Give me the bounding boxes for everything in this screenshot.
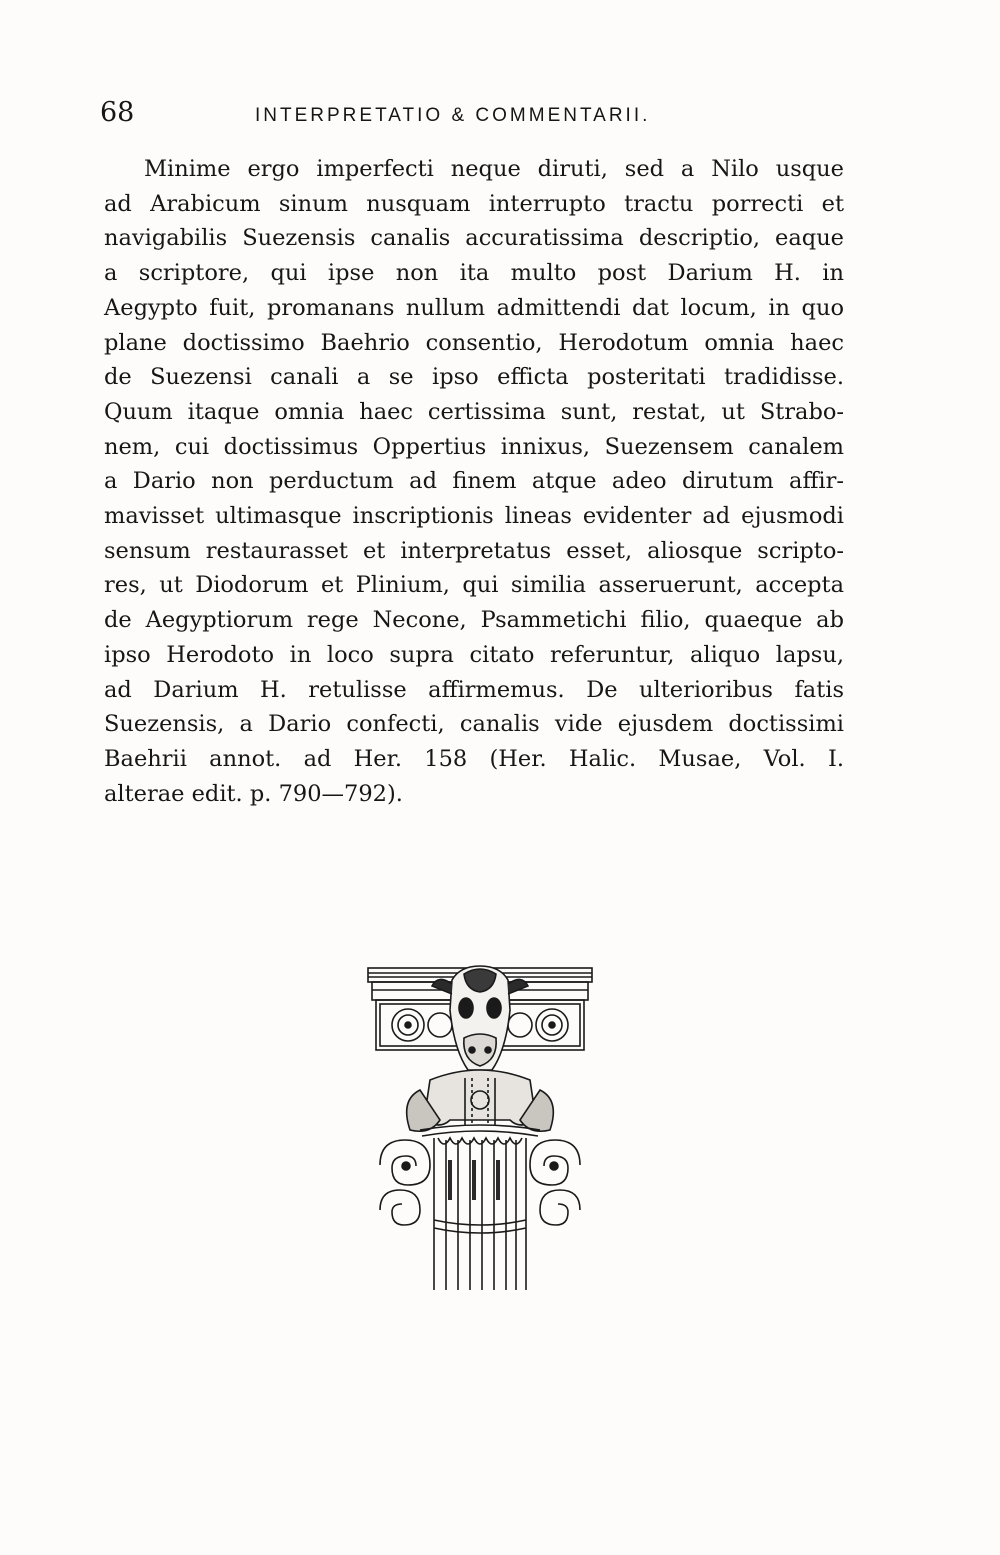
bull-capital-column-illustration [360, 960, 600, 1300]
text-line: res, ut Diodorum et Plinium, qui similia asseruerunt, accepta [104, 572, 844, 599]
text-line: de Aegyptiorum rege Necone, Psammetichi filio, quaeque ab [104, 607, 844, 634]
page-number: 68 [100, 97, 135, 128]
text-line: Baehrii annot. ad Her. 158 (Her. Halic. Musae, Vol. I. [104, 745, 844, 772]
text-line: Suezensis, a Dario confecti, canalis vide ejusdem doctissimi [104, 711, 844, 738]
text-line: sensum restaurasset et interpretatus esset, aliosque scripto- [104, 537, 844, 564]
bull-capital-icon [360, 960, 600, 1300]
text-line: a Dario non perductum ad finem atque adeo dirutum affir- [104, 468, 844, 495]
text-line: navigabilis Suezensis canalis accuratissima descriptio, eaque [104, 225, 844, 252]
text-line: Quum itaque omnia haec certissima sunt, restat, ut Strabo- [104, 398, 844, 425]
body-paragraph [104, 152, 844, 811]
text-line: ad Darium H. retulisse affirmemus. De ulterioribus fatis [104, 676, 844, 703]
text-line: Aegypto fuit, promanans nullum admittendi dat locum, in quo [104, 294, 844, 321]
text-line: nem, cui doctissimus Oppertius innixus, Suezensem canalem [104, 433, 844, 460]
text-line: ad Arabicum sinum nusquam interrupto tractu porrecti et [104, 190, 844, 217]
text-line: a scriptore, qui ipse non ita multo post Darium H. in [104, 260, 844, 287]
text-line: alterae edit. p. 790—792). [104, 780, 403, 807]
text-line: mavisset ultimasque inscriptionis lineas evidenter ad ejusmodi [104, 503, 844, 530]
text-line: Minime ergo imperfecti neque diruti, sed a Nilo usque [144, 156, 844, 182]
text-line: plane doctissimo Baehrio consentio, Herodotum omnia haec [104, 329, 844, 356]
text-line: de Suezensi canali a se ipso efficta posteritati tradidisse. [104, 364, 844, 391]
running-head: INTERPRETATIO & COMMENTARII. [255, 105, 651, 126]
text-line: ipso Herodoto in loco supra citato referuntur, aliquo lapsu, [104, 641, 844, 668]
